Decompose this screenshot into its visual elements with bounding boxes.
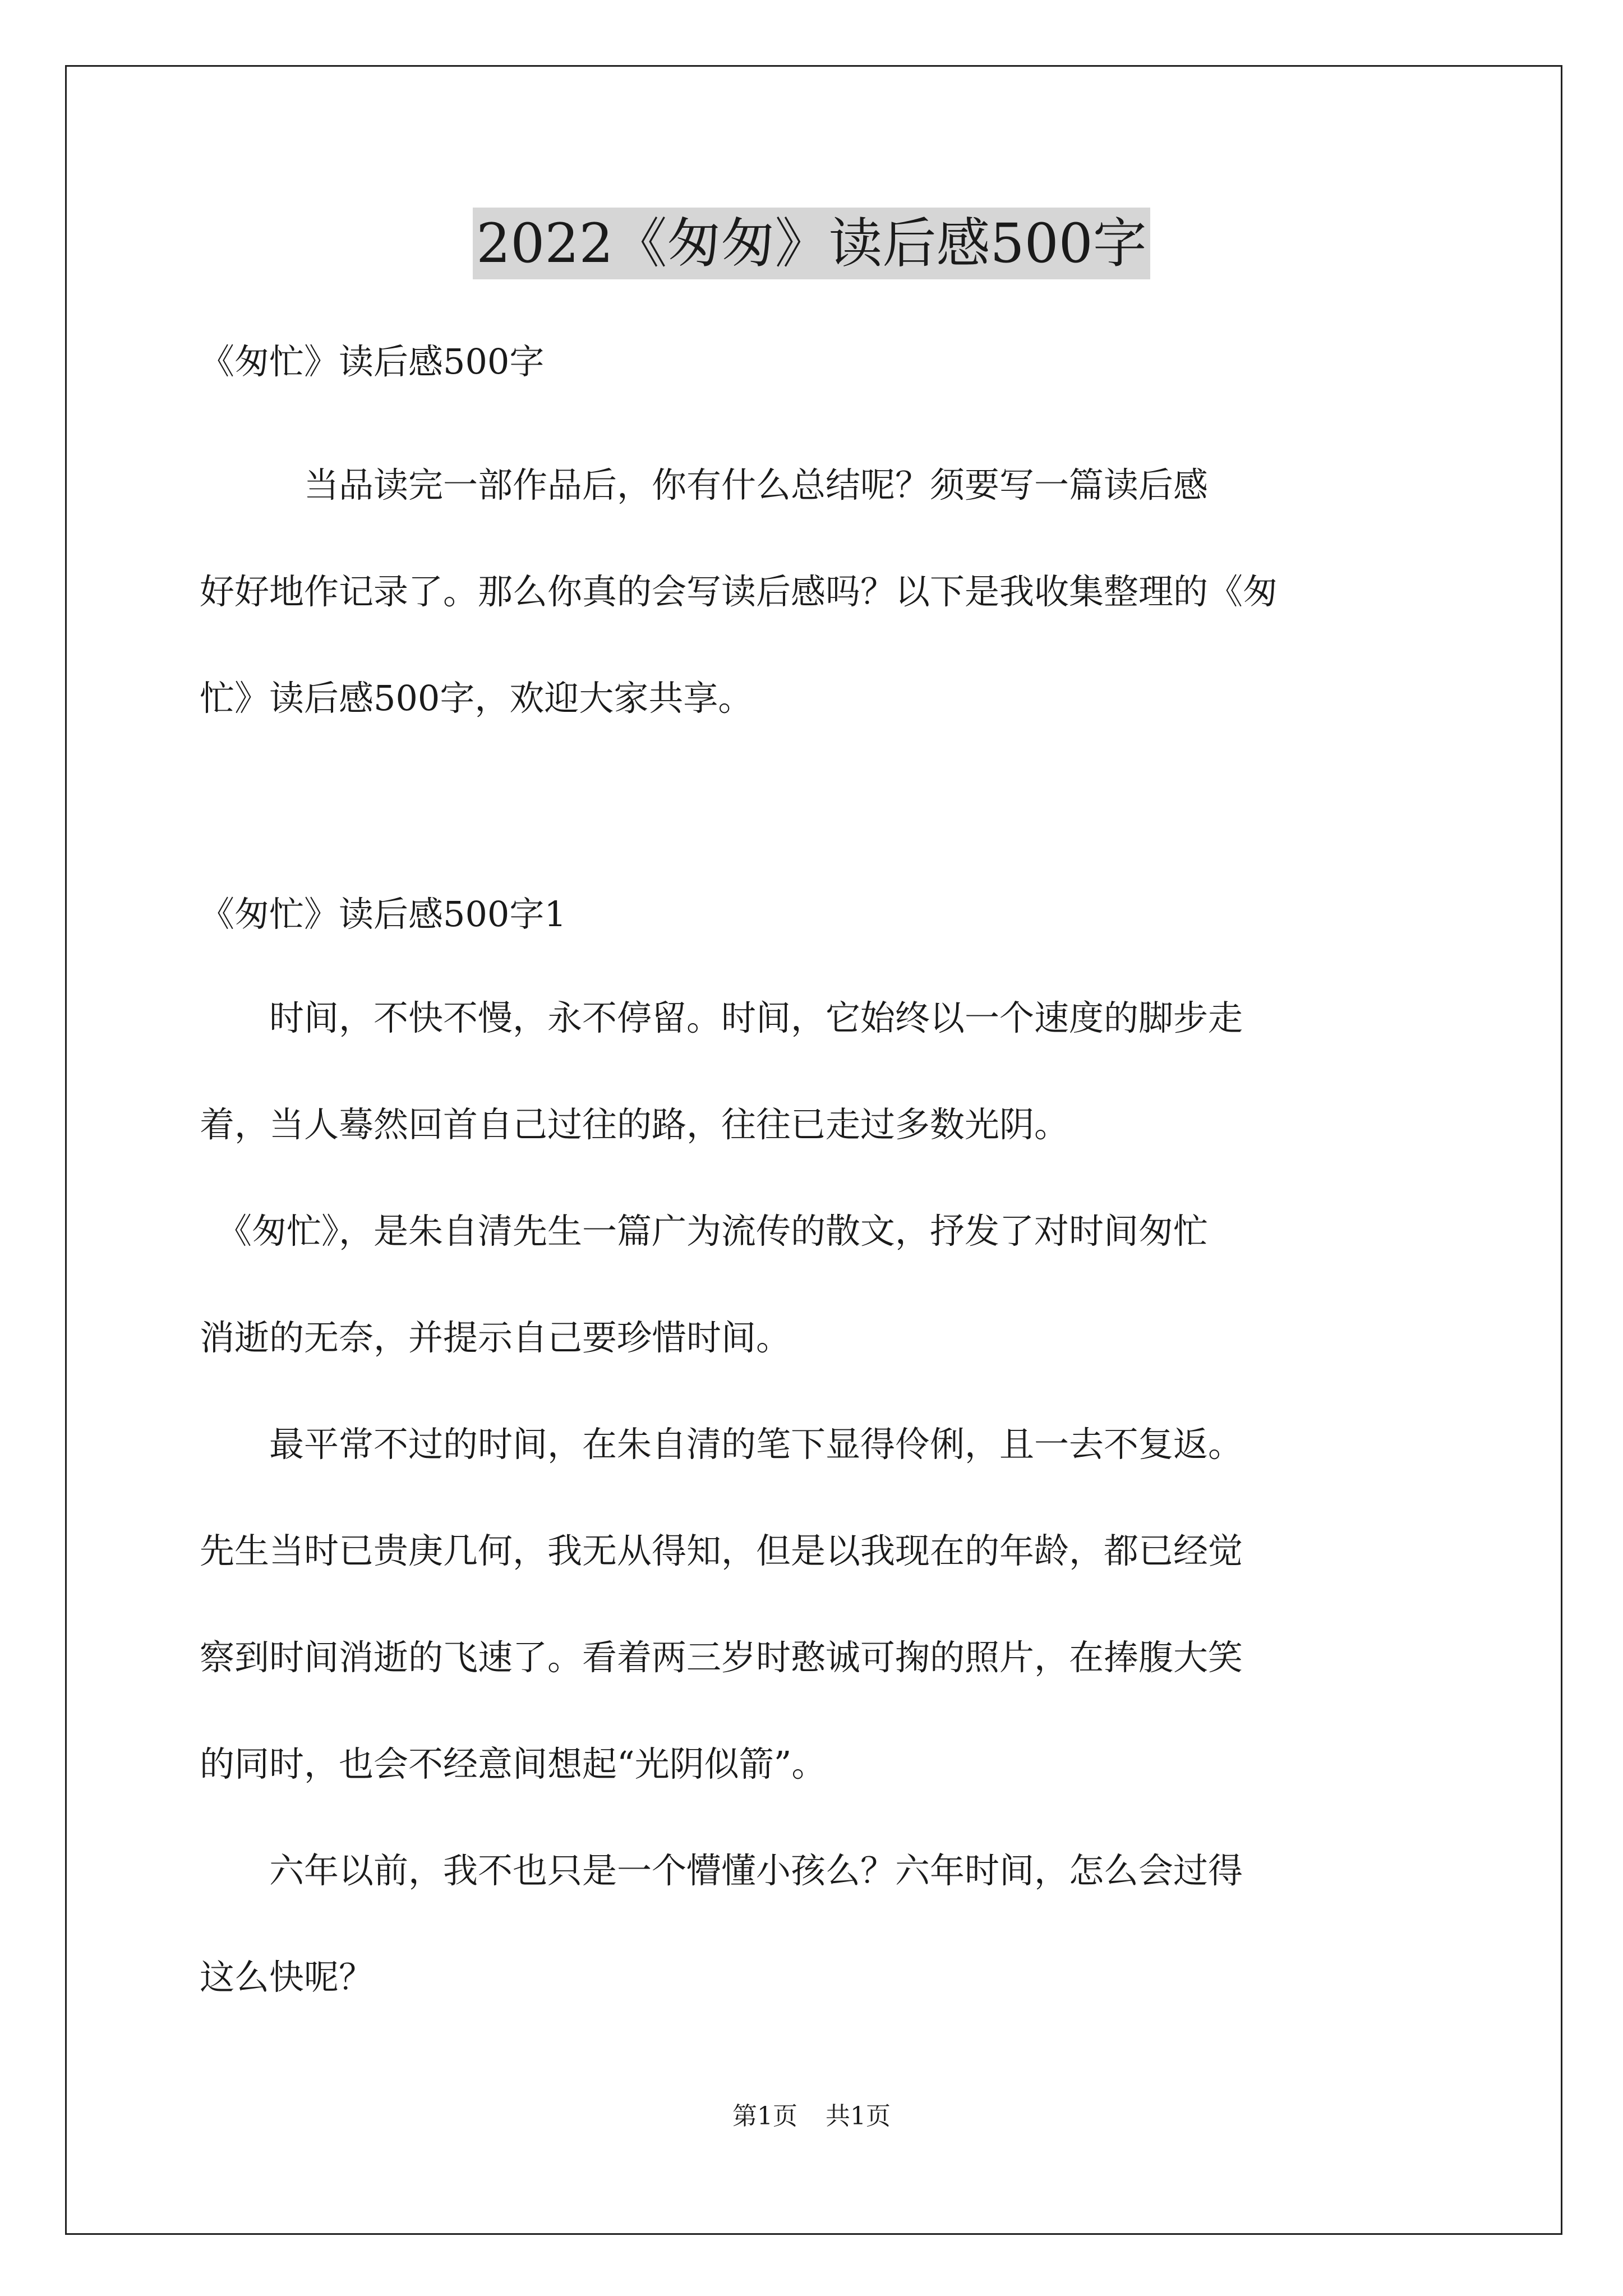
page-number: 第1页: [732, 2102, 797, 2131]
paragraph-line: 的同时，也会不经意间想起“光阴似箭”。: [200, 1743, 827, 1784]
section-heading: 《匆忙》读后感500字1: [200, 894, 566, 935]
page-border: [65, 65, 1562, 2235]
document-title: 2022《匆匆》读后感500字: [473, 208, 1150, 279]
paragraph-line: 时间，不快不慢，永不停留。时间，它始终以一个速度的脚步走: [200, 997, 1243, 1038]
document-title-wrap: [0, 208, 1623, 279]
page-footer: [0, 2101, 1623, 2132]
subtitle-line: 《匆忙》读后感500字: [200, 341, 545, 382]
paragraph-line: 着，当人蓦然回首自己过往的路，往往已走过多数光阴。: [200, 1104, 1069, 1145]
page-total: 共1页: [826, 2102, 891, 2131]
paragraph-line: 这么快呢？: [200, 1957, 374, 1998]
paragraph-line: 察到时间消逝的飞速了。看着两三岁时憨诚可掬的照片，在捧腹大笑: [200, 1637, 1243, 1678]
paragraph-line: 最平常不过的时间，在朱自清的笔下显得伶俐，且一去不复返。: [200, 1424, 1243, 1465]
paragraph-line: 忙》读后感500字，欢迎大家共享。: [200, 678, 753, 719]
paragraph-line: 先生当时已贵庚几何，我无从得知，但是以我现在的年龄，都已经觉: [200, 1530, 1243, 1571]
paragraph-line: 当品读完一部作品后，你有什么总结呢？须要写一篇读后感: [200, 464, 1209, 505]
paragraph-line: 好好地作记录了。那么你真的会写读后感吗？以下是我收集整理的《匆: [200, 571, 1278, 612]
paragraph-line: 六年以前，我不也只是一个懵懂小孩么？六年时间，怎么会过得: [200, 1850, 1243, 1891]
paragraph-line: 消逝的无奈，并提示自己要珍惜时间。: [200, 1317, 791, 1358]
paragraph-line: 《匆忙》，是朱自清先生一篇广为流传的散文，抒发了对时间匆忙: [200, 1211, 1209, 1251]
